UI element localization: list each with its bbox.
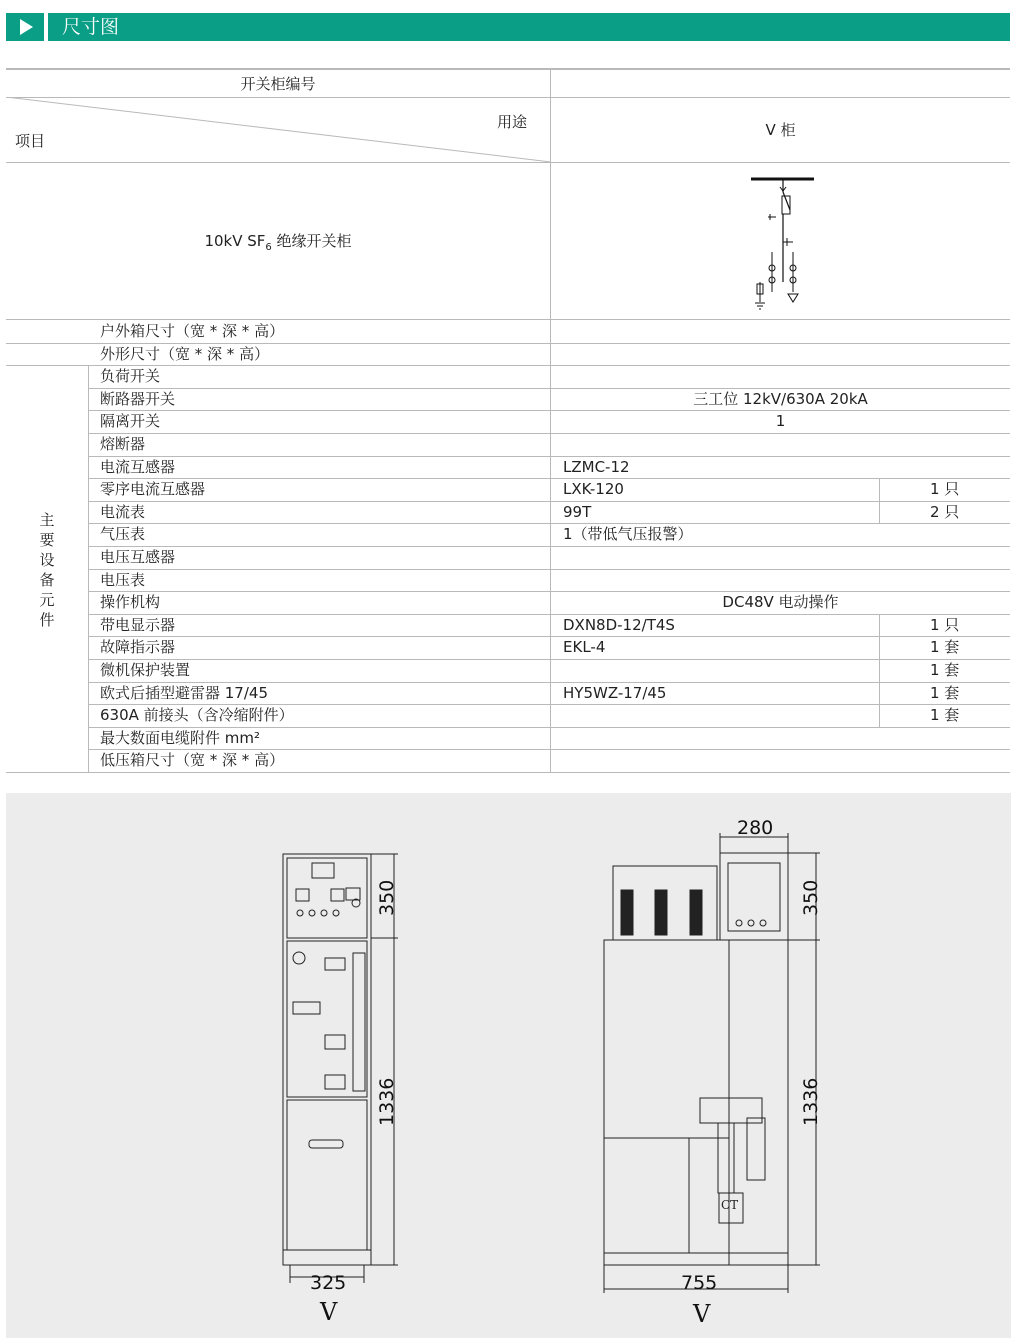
row-qty: 1 套	[930, 706, 960, 725]
row-divider	[88, 546, 1010, 547]
row-label: 操作机构	[100, 593, 161, 612]
section-header-bar	[48, 13, 1010, 41]
row-label: 断路器开关	[100, 389, 176, 408]
row-qty: 1 只	[930, 615, 960, 634]
qty-divider	[879, 478, 880, 501]
row-divider	[88, 456, 1010, 457]
side-height-dim: 1336	[800, 1077, 822, 1126]
switchgear-name-main: 10kV SF	[204, 232, 266, 250]
cabinet-drawings	[0, 793, 1021, 1338]
ct-label: CT	[721, 1198, 739, 1212]
table-top-border	[6, 68, 1010, 70]
qty-divider	[879, 614, 880, 637]
row-spec: LXK-120	[563, 480, 624, 499]
row-label: 零序电流互感器	[100, 480, 206, 499]
front-view-label: V	[320, 1298, 338, 1326]
side-view-label: V	[693, 1300, 711, 1328]
row-label: 故障指示器	[100, 638, 176, 657]
row-label: 隔离开关	[100, 412, 161, 431]
front-view-cabinet	[283, 854, 398, 1283]
row-label: 最大数面电缆附件 mm²	[100, 728, 261, 747]
qty-divider	[879, 636, 880, 659]
row-qty: 2 只	[930, 502, 960, 521]
row-label: 欧式后插型避雷器 17/45	[100, 683, 268, 702]
row-divider	[88, 569, 1010, 570]
row-divider	[88, 659, 1010, 660]
front-height-dim: 1336	[376, 1077, 398, 1126]
row-label: 熔断器	[100, 435, 146, 453]
row-divider	[88, 636, 1010, 637]
side-top-width-dim: 280	[737, 817, 774, 839]
header-top-label: 开关柜编号	[240, 75, 316, 93]
row-spec: LZMC-12	[563, 457, 630, 476]
header-purpose-label: 用途	[497, 113, 528, 131]
qty-divider	[879, 704, 880, 727]
group-label: 主 要 设 备 元 件	[39, 511, 55, 629]
side-view-cabinet	[604, 833, 820, 1293]
row-label: 户外箱尺寸（宽 * 深 * 高）	[100, 322, 285, 340]
row-qty: 1 只	[930, 480, 960, 499]
row-spec: 三工位 12kV/630A 20kA	[693, 389, 868, 408]
row-label: 电压互感器	[100, 548, 176, 566]
row-label: 负荷开关	[100, 367, 161, 386]
table-diagram-bottom	[6, 319, 1010, 320]
row-label: 电压表	[100, 570, 146, 589]
side-top-height-dim: 350	[800, 879, 822, 916]
row-label: 外形尺寸（宽 * 深 * 高）	[100, 344, 270, 363]
row-divider	[88, 433, 1010, 434]
row-spec: DXN8D-12/T4S	[563, 615, 675, 634]
header-diagonal-line	[6, 97, 551, 163]
single-line-diagram	[740, 172, 830, 312]
row-spec: HY5WZ-17/45	[563, 683, 667, 702]
row-label: 电流互感器	[100, 457, 176, 476]
switchgear-name-suffix: 绝缘开关柜	[271, 232, 352, 250]
row-label: 气压表	[100, 525, 146, 544]
row-label: 微机保护装置	[100, 661, 191, 679]
row-label: 带电显示器	[100, 615, 176, 634]
header-item-label: 项目	[15, 132, 46, 150]
qty-divider	[879, 659, 880, 682]
row-spec: 1	[775, 412, 786, 431]
row-qty: 1 套	[930, 683, 960, 702]
section-play-icon	[6, 13, 44, 41]
row-spec: 1（带低气压报警）	[563, 525, 693, 544]
row-divider	[88, 478, 1010, 479]
row-qty: 1 套	[930, 638, 960, 657]
row-qty: 1 套	[930, 661, 960, 679]
column-name: V 柜	[765, 121, 796, 139]
front-width-dim: 325	[310, 1272, 347, 1294]
row-divider	[6, 772, 1010, 773]
row-spec: DC48V 电动操作	[722, 593, 839, 612]
row-divider	[88, 501, 1010, 502]
side-width-dim: 755	[681, 1272, 718, 1294]
row-divider	[88, 523, 1010, 524]
row-spec: EKL-4	[563, 638, 606, 657]
section-title: 尺寸图	[62, 16, 120, 38]
row-label: 630A 前接头（含冷缩附件）	[100, 706, 294, 725]
qty-divider	[879, 682, 880, 705]
switchgear-name	[6, 231, 550, 258]
qty-divider	[879, 501, 880, 524]
row-spec: 99T	[563, 502, 592, 521]
switchgear-name-sub: 6	[265, 242, 272, 253]
row-label: 低压箱尺寸（宽 * 深 * 高）	[100, 751, 285, 770]
row-label: 电流表	[100, 502, 146, 521]
front-top-height-dim: 350	[376, 879, 398, 916]
row-divider	[88, 614, 1010, 615]
